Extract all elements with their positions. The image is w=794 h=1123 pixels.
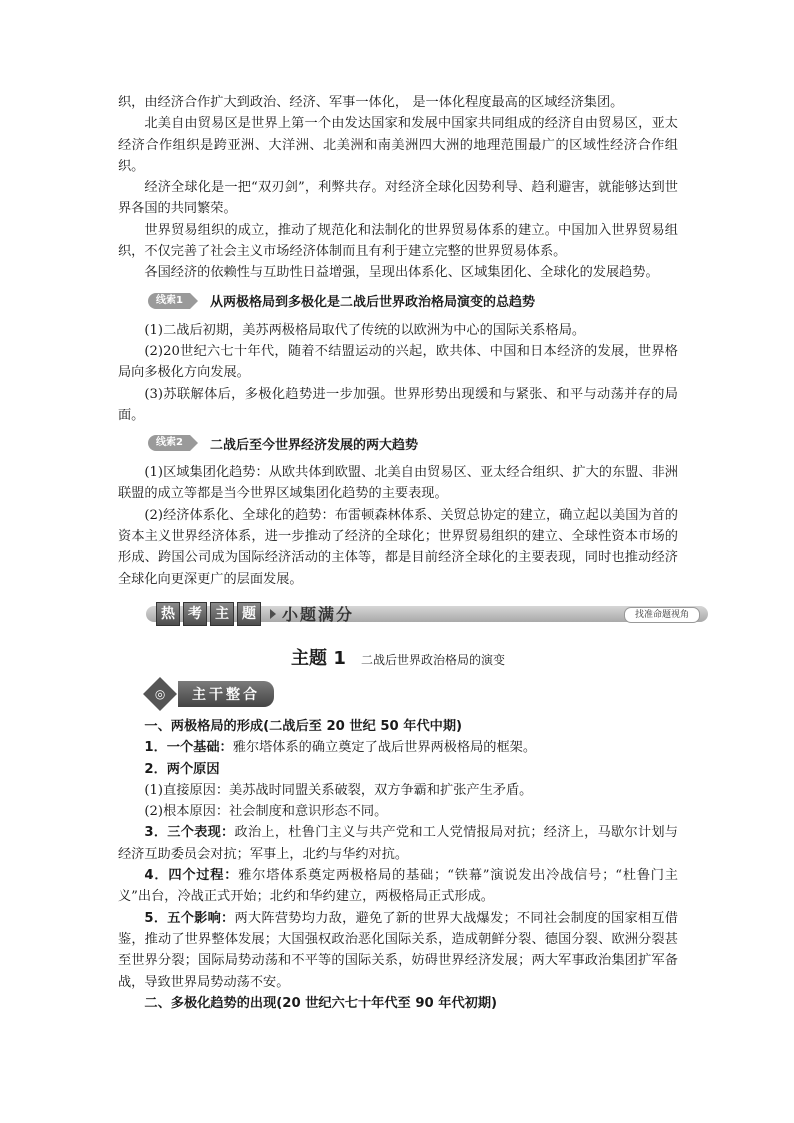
clue-1-title: 从两极格局到多极化是二战后世界政治格局演变的总趋势 xyxy=(209,295,535,311)
banner-char-4: 题 xyxy=(237,602,261,626)
clue-1-tag: 线索1 xyxy=(148,293,190,309)
banner-char-2: 考 xyxy=(183,602,207,626)
point-2-1: (1)直接原因：美苏战时同盟关系破裂，双方争霸和扩张产生矛盾。 xyxy=(144,782,533,798)
intro-paragraph-3: 经济全球化是一把“双刃剑”，利弊共存。对经济全球化因势利导、趋利避害，就能够达到世界各国的共同繁荣。 xyxy=(118,180,678,217)
arrow-right-icon xyxy=(270,609,276,619)
topic-subtitle: 二战后世界政治格局的演变 xyxy=(360,652,505,667)
banner-right-label: 找准命题视角 xyxy=(624,607,700,623)
intro-paragraph-4: 世界贸易组织的成立，推动了规范化和法制化的世界贸易体系的建立。中国加入世界贸易组织，不仅完善了社会主义市场经济体制而且有利于建立完整的世界贸易体系。 xyxy=(118,222,678,260)
point-5: 5．五个影响：两大阵营势均力敌，避免了新的世界大战爆发；不同社会制度的国家相互借鉴，推动了世界整体发展；大国强权政治恶化国际关系，造成朝鲜分裂、德国分裂、欧洲分裂甚至世界分裂；国际局势动荡和不平等的国际关系，妨碍世界经济发展；两大军事政治集团扩军备战，导致世界局势动荡不安。 xyxy=(118,910,678,990)
clue-1-item-3: (3)苏联解体后，多极化趋势进一步加强。世界形势出现缓和与紧张、和平与动荡并存的局面。 xyxy=(118,386,678,423)
document-page xyxy=(118,92,689,1014)
main-content xyxy=(118,716,678,1014)
point-2-2: (2)根本原因：社会制度和意识形态不同。 xyxy=(144,804,388,820)
heading-two-pole: 一、两极格局的形成(二战后至 20 世纪 50 年代中期) xyxy=(144,718,463,734)
banner-char-1: 热 xyxy=(156,602,180,626)
intro-paragraph-1: 织，由经济合作扩大到政治、经济、军事一体化， 是一体化程度最高的区域经济集团。 xyxy=(118,95,624,110)
banner-title xyxy=(156,600,354,628)
point-2: 2．两个原因 xyxy=(144,761,220,777)
clue-1-item-1: (1)二战后初期，美苏两极格局取代了传统的以欧洲为中心的国际关系格局。 xyxy=(144,322,586,338)
intro-paragraph-2: 北美自由贸易区是世界上第一个由发达国家和发展中国家共同组成的经济自由贸易区，亚太经济合作组织是跨亚洲、大洋洲、北美洲和南美洲四大洲的地理范围最广的区域性经济合作组织。 xyxy=(118,116,678,174)
banner-subtitle: 小题满分 xyxy=(282,605,355,625)
intro-section xyxy=(118,92,678,284)
hot-topic-banner xyxy=(146,600,708,628)
clue-2-header xyxy=(148,430,678,456)
point-3: 3．三个表现：政治上，杜鲁门主义与共产党和工人党情报局对抗；经济上，马歇尔计划与经济互助委员会对抗；军事上，北约与华约对抗。 xyxy=(118,825,678,862)
topic-heading xyxy=(118,644,678,670)
heading-multipolar: 二、多极化趋势的出现(20 世纪六七十年代至 90 年代初期) xyxy=(144,995,498,1011)
clue-2-tag: 线索2 xyxy=(148,435,190,451)
clue-2-title: 二战后至今世界经济发展的两大趋势 xyxy=(209,437,418,453)
clue-1-item-2: (2)20世纪六七十年代，随着不结盟运动的兴起，欧共体、中国和日本经济的发展，世界格局向多极化方向发展。 xyxy=(118,343,678,381)
clue-1-header xyxy=(148,288,678,314)
intro-paragraph-5: 各国经济的依赖性与互助性日益增强，呈现出体系化、区域集团化、全球化的发展趋势。 xyxy=(144,265,659,281)
section-label: 主干整合 xyxy=(178,681,274,707)
clue-2-item-2: (2)经济体系化、全球化的趋势：布雷顿森林体系、关贸总协定的建立，确立起以美国为首的资本主义世界经济体系，进一步推动了经济的全球化；世界贸易组织的建立、全球性资本市场的形成、跨国公司成为国际经济活动的主体等，都是目前经济全球化的主要表现，同时也推动经济全球化向更深更广的层面发展。 xyxy=(118,507,678,587)
point-1: 1．一个基础：雅尔塔体系的确立奠定了战后世界两极格局的框架。 xyxy=(144,740,537,756)
point-4: 4．四个过程：雅尔塔体系奠定两极格局的基础；“铁幕”演说发出冷战信号；“杜鲁门主义”出台，冷战正式开始；北约和华约建立，两极格局正式形成。 xyxy=(118,868,678,905)
section-header xyxy=(148,680,678,708)
clue-2-item-1: (1)区域集团化趋势：从欧共体到欧盟、北美自由贸易区、亚太经合组织、扩大的东盟、非洲联盟的成立等都是当今世界区域集团化趋势的主要表现。 xyxy=(118,465,678,502)
banner-char-3: 主 xyxy=(210,602,234,626)
topic-number: 主题 1 xyxy=(291,647,346,669)
target-icon: ◎ xyxy=(143,677,177,711)
